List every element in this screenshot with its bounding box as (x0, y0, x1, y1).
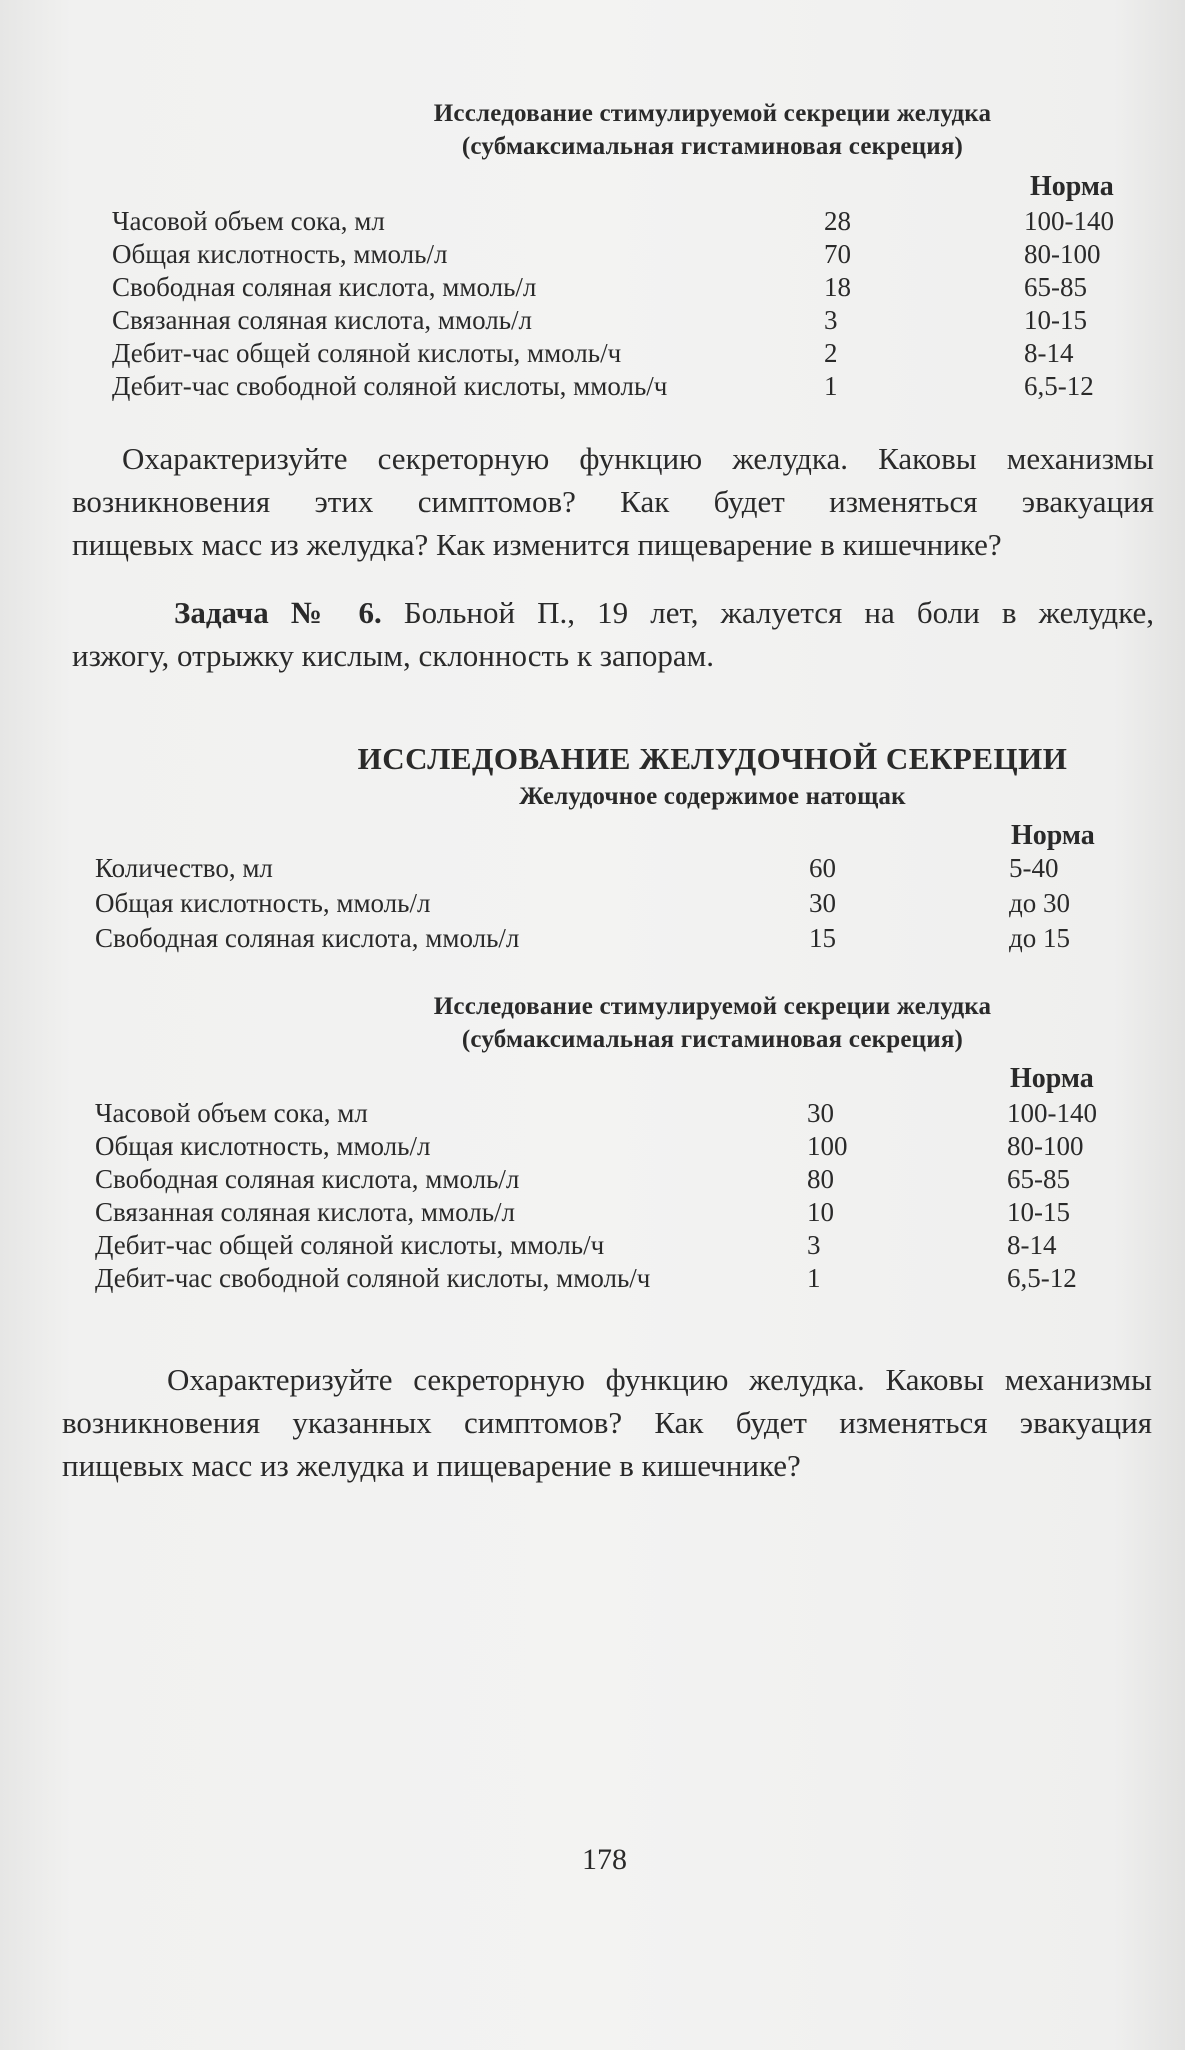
top-norma-header: Норма (1030, 171, 1114, 202)
row-label: Связанная соляная кислота, ммоль/л (112, 305, 533, 335)
top-table-title-line2: (субмаксимальная гистаминовая секреция) (461, 133, 964, 160)
question-1-line: возникновения этих симптомов? Как будет изменяться эвакуация (72, 484, 1154, 519)
page-number: 178 (582, 1843, 627, 1876)
top-table-title-line1: Исследование стимулируемой секреции желудка (433, 100, 992, 127)
task-6-line2: изжогу, отрыжку кислым, склонность к запорам. (72, 638, 715, 673)
row-norm: 10-15 (1024, 305, 1087, 335)
row-norm: 100-140 (1007, 1098, 1097, 1128)
table-row (112, 205, 1132, 238)
row-value: 15 (809, 923, 836, 953)
question-2 (62, 1358, 1152, 1487)
task-6-label: Задача № 6. (174, 595, 382, 630)
table-row (112, 337, 1132, 370)
table-row (112, 271, 1132, 304)
fasting-subtitle: Желудочное содержимое натощак (519, 783, 906, 810)
row-value: 1 (807, 1263, 821, 1293)
row-norm: 5-40 (1009, 853, 1059, 883)
row-value: 30 (809, 888, 836, 918)
row-value: 1 (824, 371, 838, 401)
row-label: Дебит-час общей соляной кислоты, ммоль/ч (112, 338, 622, 368)
row-norm: 10-15 (1007, 1197, 1070, 1227)
row-value: 60 (809, 853, 836, 883)
row-norm: 6,5-12 (1007, 1263, 1077, 1293)
task-6 (72, 591, 1154, 677)
table-row (95, 1097, 1115, 1130)
row-label: Связанная соляная кислота, ммоль/л (95, 1197, 516, 1227)
table-row (112, 304, 1132, 337)
stim-title-line1: Исследование стимулируемой секреции желудка (433, 993, 992, 1020)
table-row (95, 1262, 1115, 1295)
question-2-line: Охарактеризуйте секреторную функцию желудка. Каковы механизмы (167, 1362, 1152, 1397)
row-label: Свободная соляная кислота, ммоль/л (112, 272, 537, 302)
row-norm: 8-14 (1007, 1230, 1057, 1260)
row-value: 80 (807, 1164, 834, 1194)
row-norm: 65-85 (1007, 1164, 1070, 1194)
fasting-main-title: ИССЛЕДОВАНИЕ ЖЕЛУДОЧНОЙ СЕКРЕЦИИ (357, 741, 1068, 776)
row-value: 30 (807, 1098, 834, 1128)
row-value: 70 (824, 239, 851, 269)
row-value: 3 (807, 1230, 821, 1260)
table-row (95, 1196, 1115, 1229)
fasting-norma-header: Норма (1011, 820, 1095, 851)
row-norm: 6,5-12 (1024, 371, 1094, 401)
row-value: 18 (824, 272, 851, 302)
row-value: 3 (824, 305, 838, 335)
row-label: Свободная соляная кислота, ммоль/л (95, 1164, 520, 1194)
table-row (95, 1229, 1115, 1262)
table-row (95, 1130, 1115, 1163)
question-2-line: пищевых масс из желудка и пищеварение в кишечнике? (62, 1448, 801, 1483)
row-norm: 65-85 (1024, 272, 1087, 302)
question-2-line: возникновения указанных симптомов? Как будет изменяться эвакуация (62, 1405, 1152, 1440)
row-norm: до 15 (1009, 923, 1070, 953)
table-row (95, 887, 1115, 920)
row-label: Часовой объем сока, мл (112, 206, 385, 236)
row-label: Дебит-час свободной соляной кислоты, ммоль/ч (95, 1263, 651, 1293)
task-6-line1 (72, 591, 1154, 634)
row-label: Дебит-час общей соляной кислоты, ммоль/ч (95, 1230, 605, 1260)
table-row (112, 238, 1132, 271)
question-1 (72, 437, 1154, 566)
row-label: Общая кислотность, ммоль/л (112, 239, 448, 269)
table-row (95, 852, 1115, 885)
row-label: Количество, мл (95, 853, 273, 883)
row-value: 28 (824, 206, 851, 236)
row-label: Общая кислотность, ммоль/л (95, 888, 431, 918)
row-norm: 80-100 (1007, 1131, 1084, 1161)
question-1-line: Охарактеризуйте секреторную функцию желудка. Каковы механизмы (122, 441, 1154, 476)
row-value: 2 (824, 338, 838, 368)
stim-norma-header: Норма (1010, 1063, 1094, 1094)
row-norm: до 30 (1009, 888, 1070, 918)
row-label: Общая кислотность, ммоль/л (95, 1131, 431, 1161)
row-label: Свободная соляная кислота, ммоль/л (95, 923, 520, 953)
table-row (95, 1163, 1115, 1196)
row-norm: 80-100 (1024, 239, 1101, 269)
task-6-text: Больной П., 19 лет, жалуется на боли в желудке, (381, 595, 1154, 630)
table-row (112, 370, 1132, 403)
row-value: 10 (807, 1197, 834, 1227)
row-label: Дебит-час свободной соляной кислоты, ммоль/ч (112, 371, 668, 401)
row-label: Часовой объем сока, мл (95, 1098, 368, 1128)
row-value: 100 (807, 1131, 848, 1161)
question-1-line: пищевых масс из желудка? Как изменится пищеварение в кишечнике? (72, 527, 1002, 562)
row-norm: 8-14 (1024, 338, 1074, 368)
row-norm: 100-140 (1024, 206, 1114, 236)
stim-title-line2: (субмаксимальная гистаминовая секреция) (461, 1026, 964, 1053)
table-row (95, 922, 1115, 955)
